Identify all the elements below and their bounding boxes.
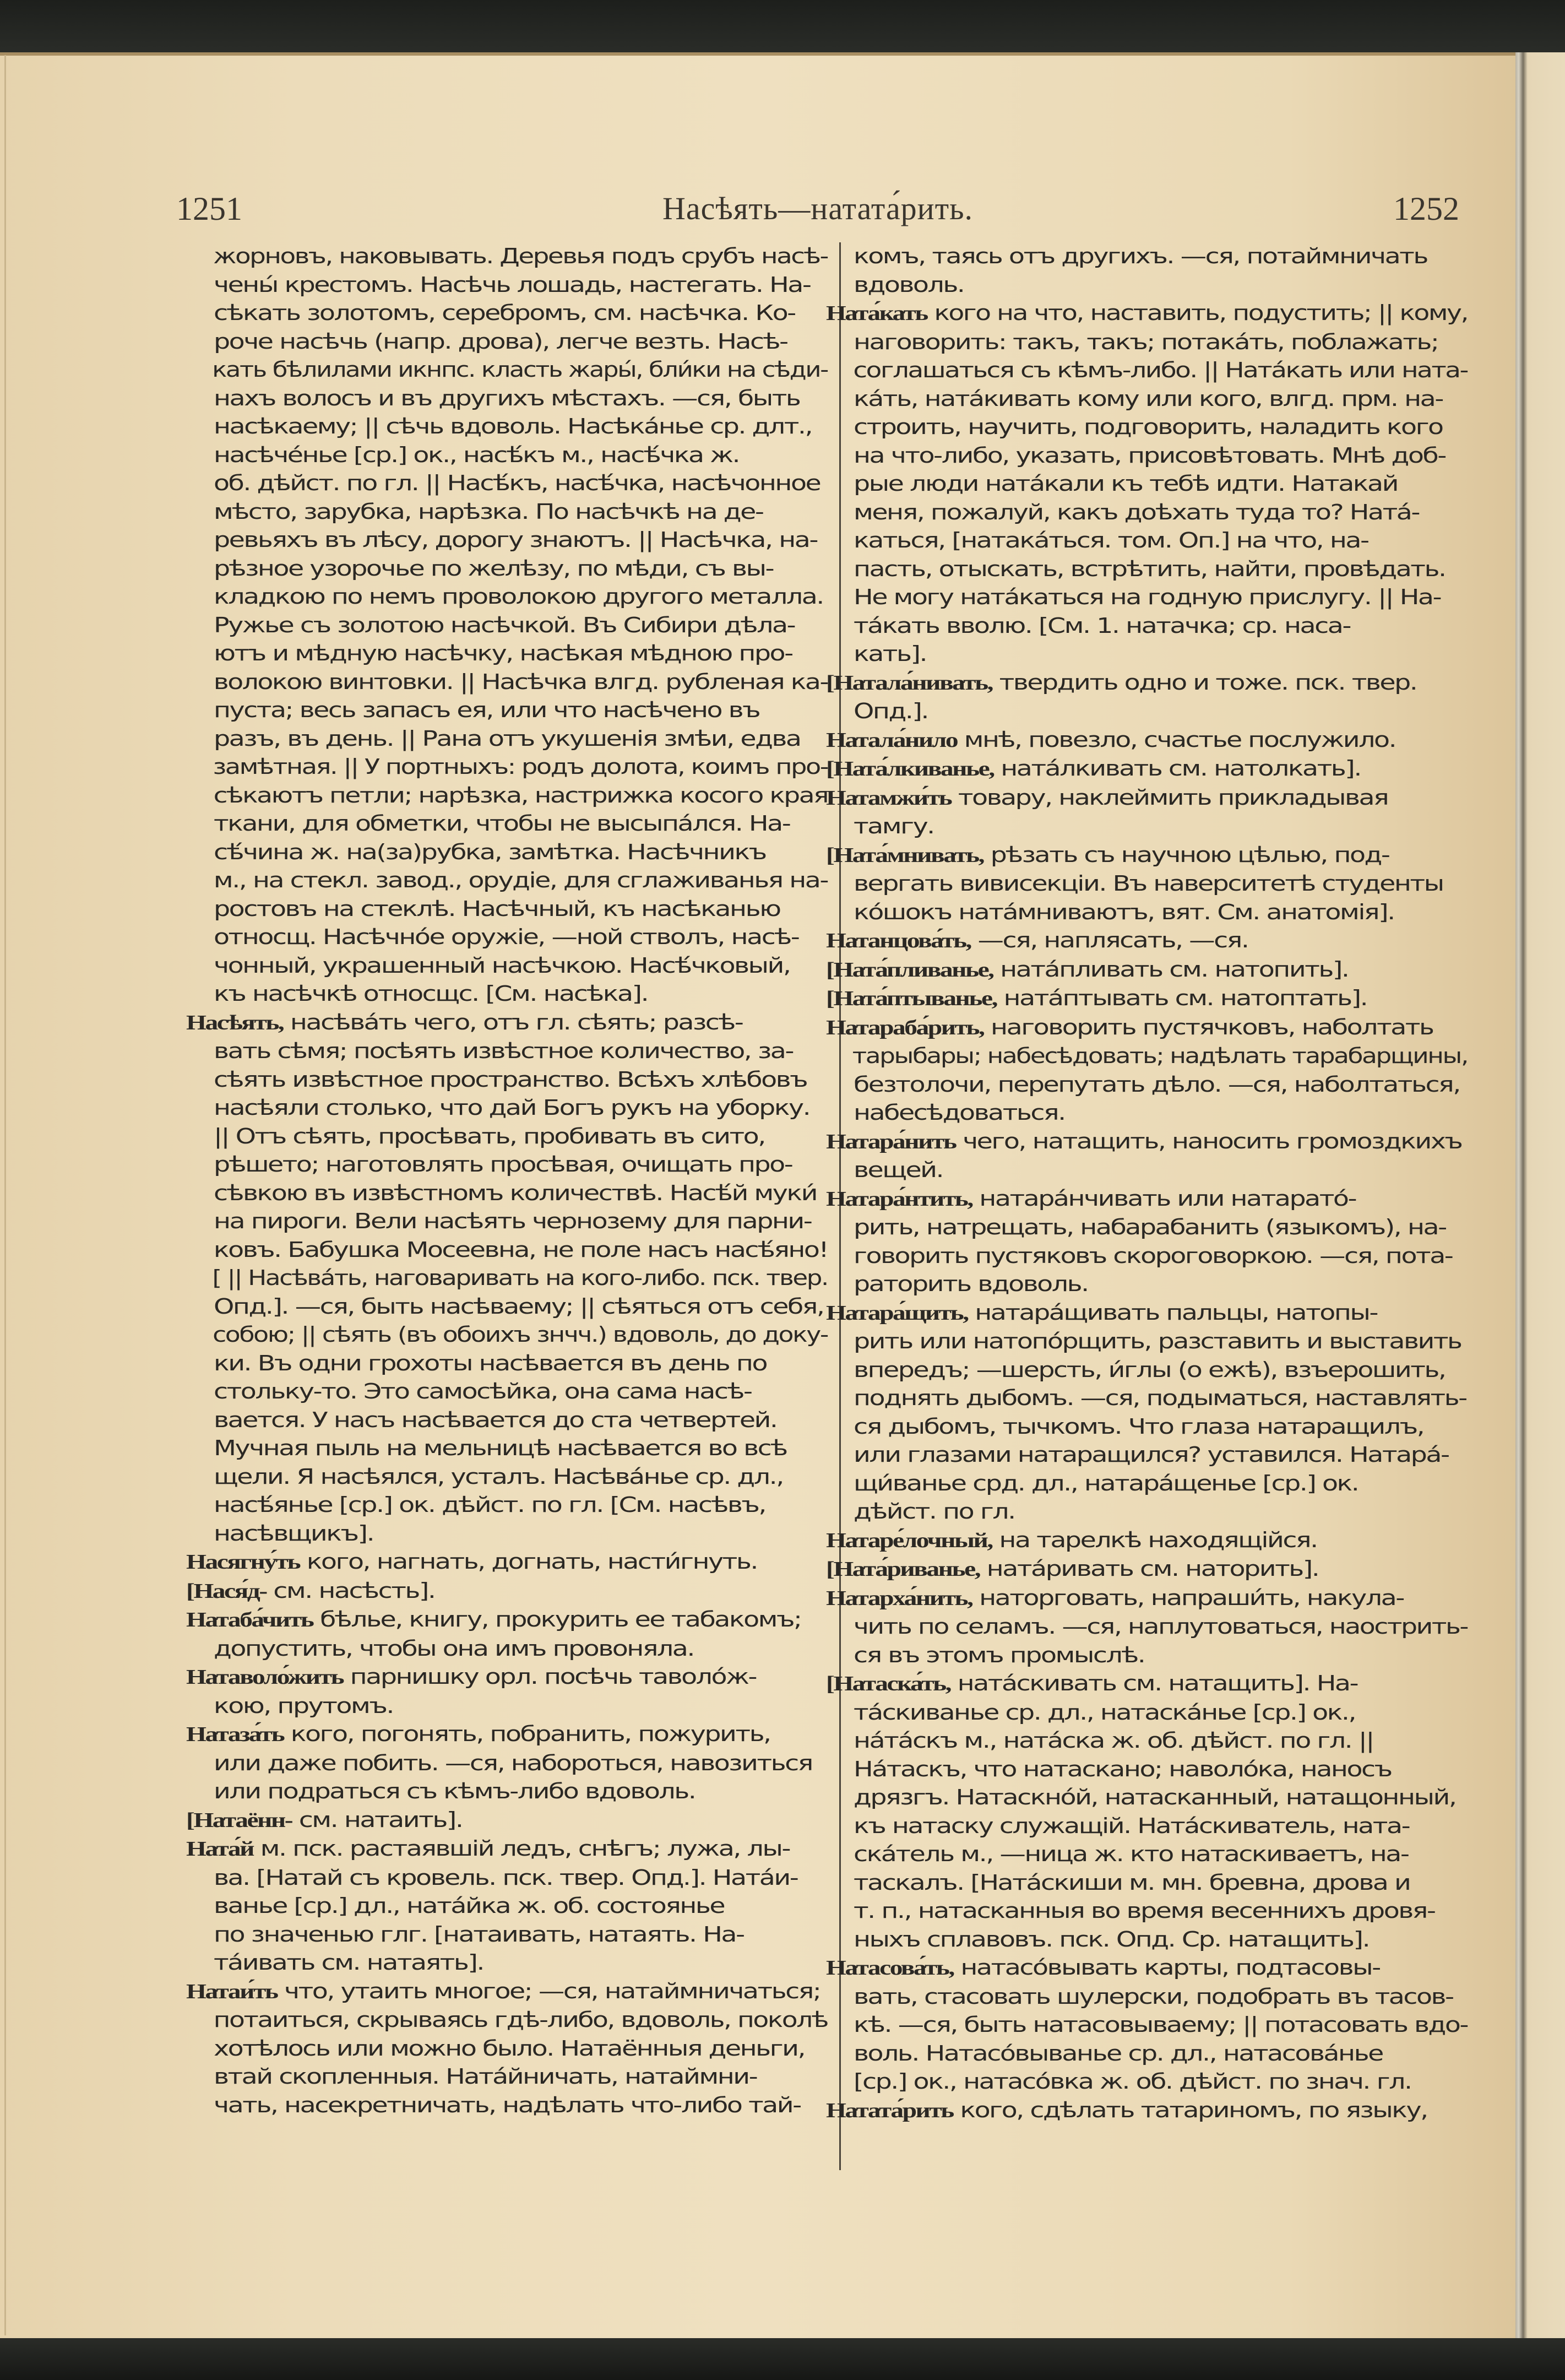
dictionary-headword-line: Натаба́чить бѣлье, книгу, прокурить ее табакомъ;: [186, 1607, 801, 1631]
headword: Ната́й: [186, 1837, 254, 1861]
dictionary-text-line: каться, [натака́ться. том. Оп.] на что, на-: [854, 528, 1368, 552]
headword: Натаза́ть: [186, 1723, 284, 1746]
dictionary-text-line: сѣвкою въ извѣстномъ количествѣ. Насѣ́й муки́: [214, 1180, 817, 1205]
scan-background-top: [0, 0, 1565, 52]
dictionary-text-line: меня, пожалуй, какъ доѣхать туда то? Ната́-: [854, 500, 1420, 524]
dictionary-text-line: соглашаться съ кѣмъ-либо. || Ната́кать или ната-: [853, 358, 1468, 382]
dictionary-text-line: мѣсто, зарубка, нарѣзка. По насѣчкѣ на де-: [214, 499, 763, 524]
dictionary-text-line: ревьяхъ въ лѣсу, дорогу знаютъ. || Насѣчка, на-: [214, 528, 818, 552]
dictionary-text-line: кладкою по немъ проволокою другого металла.: [214, 584, 823, 609]
dictionary-text-line: та́скиванье ср. дл., натаска́нье [ср.] ок.,: [854, 1700, 1356, 1725]
dictionary-text-line: Мучная пыль на мельницѣ насѣвается во всѣ: [214, 1436, 787, 1460]
dictionary-text-line: чонный, украшенный насѣчкою. Насѣ́чковый,: [214, 953, 790, 978]
dictionary-text-line: къ натаску служащій. Ната́скиватель, ната-: [854, 1813, 1410, 1838]
dictionary-text-line: нахъ волосъ и въ другихъ мѣстахъ. —ся, быть: [214, 386, 800, 410]
dictionary-text-line: ко́шокъ ната́мниваютъ, вят. См. анатомія].: [854, 899, 1394, 924]
dictionary-text-line: насѣяли столько, что дай Богъ рукъ на уборку.: [214, 1096, 810, 1120]
dictionary-text-line: кать].: [854, 642, 927, 666]
dictionary-text-line: комъ, таясь отъ другихъ. —ся, потаймничать: [854, 244, 1427, 268]
dictionary-text-line: сѣять извѣстное пространство. Всѣхъ хлѣбовъ: [214, 1067, 807, 1092]
page-header: [176, 190, 1459, 234]
left-column: [186, 242, 828, 2119]
dictionary-text-line: рые люди ната́кали къ тебѣ идти. Натакай: [854, 471, 1398, 496]
headword: Натаба́чить: [186, 1608, 313, 1631]
dictionary-text-line: Не могу ната́каться на годную прислугу. || На-: [854, 585, 1441, 609]
headword: [Натаска́ть,: [826, 1672, 951, 1695]
dictionary-text-line: волокою винтовки. || Насѣчка влгд. рубленая ка-: [213, 669, 828, 694]
headword: Натамжи́ть: [826, 786, 952, 810]
headword: Насѣять,: [186, 1011, 284, 1034]
dictionary-text-line: рѣшето; наготовлять просѣвая, очищать про-: [214, 1152, 792, 1177]
dictionary-text-line: замѣтная. || У портныхъ: родъ долота, коимъ про-: [213, 755, 828, 779]
dictionary-text-line: говорить пустяковъ скороговоркою. —ся, пота-: [854, 1243, 1453, 1268]
dictionary-text-line: къ насѣчкѣ относщс. [См. насѣка].: [214, 982, 648, 1006]
dictionary-text-line: кѣ. —ся, быть натасовываему; || потасовать вдо-: [853, 2013, 1468, 2037]
dictionary-text-line: об. дѣйст. по гл. || Насѣ́къ, насѣ́чка, насѣчонное: [214, 471, 820, 495]
headword: [Натала́нивать,: [826, 671, 993, 695]
headword: [Натаённ-: [186, 1808, 292, 1832]
dictionary-text-line: кою, прутомъ.: [214, 1693, 393, 1718]
dictionary-text-line: разъ, въ день. || Рана отъ укушенія змѣи, едва: [214, 726, 801, 751]
headword: Натанцова́ть,: [826, 929, 971, 952]
dictionary-text-line: || Отъ сѣять, просѣвать, пробивать въ сито,: [214, 1124, 765, 1148]
dictionary-text-line: или глазами натаращился? уставился. Натара́-: [854, 1443, 1449, 1467]
dictionary-headword-line: Натарха́нить, наторговать, напраши́ть, накула-: [826, 1585, 1404, 1610]
headword: Натаи́ть: [186, 1980, 278, 2003]
right-column: [826, 242, 1468, 2125]
dictionary-text-line: сѣкать золотомъ, серебромъ, см. насѣчка. Ко-: [214, 301, 795, 325]
dictionary-text-line: или даже побить. —ся, набороться, навозиться: [214, 1750, 812, 1775]
dictionary-headword-line: Натаволо́жить парнишку орл. посѣчь таволо́ж-: [186, 1665, 757, 1689]
dictionary-text-line: ютъ и мѣдную насѣчку, насѣкая мѣдною про-: [214, 641, 792, 665]
dictionary-text-line: Ружье съ золотою насѣчкой. Въ Сибири дѣла-: [214, 612, 795, 637]
dictionary-text-line: ска́тель м., —ница ж. кто натаскиваетъ, на-: [854, 1842, 1409, 1866]
dictionary-text-line: кать бѣлилами икнпс. класть жары́, бли́ки на сѣди-: [212, 357, 828, 382]
dictionary-text-line: сѣкаютъ петли; нарѣзка, настрижка косого края: [213, 783, 828, 807]
dictionary-text-line: [ср.] ок., натасо́вка ж. об. дѣйст. по знач. гл.: [854, 2069, 1411, 2094]
headword: [Ната́птыванье,: [826, 987, 997, 1010]
dictionary-text-line: пасть, отыскать, встрѣтить, найти, провѣдать.: [854, 556, 1446, 581]
headword: Натасова́ть,: [826, 1956, 954, 1980]
headword: Натата́рить: [826, 2099, 953, 2122]
dictionary-headword-line: Натата́рить кого, сдѣлать татариномъ, по языку,: [826, 2097, 1427, 2122]
dictionary-text-line: дрязгъ. Натаскно́й, натасканный, натащонный,: [854, 1785, 1456, 1809]
dictionary-text-line: щели. Я насѣялся, усталъ. Насѣва́нье ср. дл.,: [214, 1464, 783, 1489]
dictionary-headword-line: Натасова́ть, натасо́вывать карты, подтасовы-: [826, 1955, 1380, 1980]
scan-background-bottom: [0, 2338, 1565, 2380]
headword: Ната́кать: [826, 302, 927, 325]
dictionary-text-line: набесѣдоваться.: [854, 1100, 1065, 1125]
dictionary-text-line: сѣ́чина ж. на(за)рубка, замѣтка. Насѣчникъ: [214, 839, 766, 864]
dictionary-text-line: тарыбары; набесѣдовать; надѣлать тарабарщины,: [852, 1044, 1468, 1068]
page-margin-rule: [4, 55, 6, 2335]
headword: Натара́нить: [826, 1130, 956, 1153]
headword: Натала́нило: [826, 728, 958, 752]
dictionary-text-line: Опд.]. —ся, быть насѣваему; || сѣяться отъ себя,: [214, 1294, 824, 1319]
dictionary-text-line: Опд.].: [854, 699, 928, 723]
dictionary-text-line: ся въ этомъ промыслѣ.: [854, 1642, 1145, 1667]
dictionary-text-line: ва. [Натай съ кровель. пск. твер. Опд.]. Ната́и-: [214, 1865, 798, 1890]
dictionary-text-line: дѣйст. по гл.: [854, 1499, 1015, 1524]
page-number-left: 1251: [176, 191, 242, 227]
running-title: Насѣять—натата́рить.: [662, 191, 974, 226]
dictionary-text-line: по значенью глг. [натаивать, натаять. На-: [214, 1922, 744, 1947]
dictionary-headword-line: Натаи́ть что, утаить многое; —ся, натаймничаться;: [186, 1978, 820, 2003]
dictionary-text-line: м., на стекл. завод., орудіе, для сглаживанья на-: [213, 868, 828, 892]
headword: Натарха́нить,: [826, 1586, 972, 1610]
dictionary-text-line: насѣкаему; || сѣчь вдоволь. Насѣка́нье ср. длт.,: [214, 414, 812, 438]
dictionary-text-line: пуста; весь запасъ ея, или что насѣчено въ: [214, 698, 760, 722]
dictionary-text-line: ванье [ср.] дл., ната́йка ж. об. состоянье: [214, 1894, 725, 1918]
headword: [Ната́пливанье,: [826, 958, 993, 982]
headword: [Ната́мнивать,: [826, 843, 984, 867]
page-number-right: 1252: [1393, 191, 1459, 227]
dictionary-text-line: на что-либо, указать, присовѣтовать. Мнѣ доб-: [854, 443, 1446, 468]
dictionary-headword-line: [Ната́птыванье, ната́птывать см. натоптать].: [826, 986, 1367, 1010]
dictionary-text-line: наговорить: такъ, такъ; потака́ть, поблажать;: [854, 329, 1438, 354]
dictionary-text-line: т. п., натасканныя во время весеннихъ дровя-: [854, 1899, 1435, 1923]
dictionary-headword-line: Натаре́лочный, на тарелкѣ находящійся.: [826, 1527, 1317, 1552]
headword: Натара́щить,: [826, 1301, 968, 1325]
dictionary-headword-line: Натараба́рить, наговорить пустячковъ, наболтать: [826, 1015, 1433, 1039]
dictionary-text-line: таскалъ. [Ната́скиши м. мн. бревна, дрова и: [854, 1870, 1410, 1895]
dictionary-headword-line: Натанцова́ть, —ся, наплясать, —ся.: [826, 928, 1248, 952]
dictionary-headword-line: Насѣять, насѣва́ть чего, отъ гл. сѣять; разсѣ-: [186, 1010, 743, 1034]
headword: Насягну́ть: [186, 1550, 300, 1574]
dictionary-text-line: рить или натопо́рщить, разставить и выставить: [854, 1329, 1461, 1353]
dictionary-text-line: рить, натрещать, набарабанить (языкомъ), на-: [854, 1215, 1446, 1239]
dictionary-text-line: ки. Въ одни грохоты насѣвается въ день по: [214, 1351, 767, 1375]
dictionary-text-line: на пироги. Вели насѣять чернозему для парни-: [214, 1209, 812, 1233]
headword: [Ната́риванье,: [826, 1558, 980, 1581]
dictionary-headword-line: [Натала́нивать, твердить одно и тоже. пск. твер.: [826, 670, 1417, 695]
dictionary-text-line: воль. Натасо́вываньe ср. дл., натасова́нье: [854, 2041, 1383, 2065]
dictionary-text-line: вдоволь.: [854, 272, 964, 297]
dictionary-text-line: щи́ванье срд. дл., натара́щенье [ср.] ок.: [854, 1471, 1358, 1495]
headword: [Ната́лкиванье,: [826, 757, 994, 780]
headword: Натаволо́жить: [186, 1666, 344, 1689]
dictionary-headword-line: Натамжи́ть товару, наклеймить прикладывая: [826, 785, 1388, 810]
dictionary-headword-line: [Ната́риванье, ната́ривать см. наторить].: [826, 1557, 1319, 1581]
dictionary-text-line: та́ивать см. натаять].: [214, 1950, 483, 1975]
dictionary-text-line: стольку-то. Это самосѣйка, она сама насѣ-: [214, 1379, 752, 1403]
dictionary-text-line: ростовъ на стеклѣ. Насѣчный, къ насѣканью: [214, 896, 780, 921]
dictionary-headword-line: Ната́кать кого на что, наставить, подустить; || кому,: [826, 301, 1468, 325]
dictionary-text-line: втай скопленныя. Ната́йничать, натаймни-: [214, 2064, 757, 2089]
headword: [Нася́д-: [186, 1579, 267, 1603]
dictionary-text-line: вать, стасовать шулерски, подобрать въ тасов-: [854, 1984, 1453, 2009]
dictionary-text-line: насѣче́нье [ср.] ок., насѣ́къ м., насѣ́чка ж.: [214, 442, 740, 467]
dictionary-text-line: допустить, чтобы она имъ провоняла.: [214, 1636, 694, 1661]
dictionary-headword-line: Натала́нило мнѣ, повезло, счастье послужило.: [826, 727, 1396, 752]
dictionary-text-line: на́та́скъ м., ната́ска ж. об. дѣйст. по гл. ||: [854, 1728, 1373, 1753]
dictionary-headword-line: Натара́нить чего, натащить, наносить громоздкихъ: [826, 1129, 1462, 1153]
headword: Натараба́рить,: [826, 1016, 984, 1039]
dictionary-headword-line: Натаза́ть кого, погонять, побранить, пожурить,: [186, 1722, 770, 1746]
dictionary-text-line: чены́ крестомъ. Насѣчь лошадь, настегать. На-: [214, 272, 811, 297]
dictionary-text-line: поднять дыбомъ. —ся, подыматься, наставлять-: [854, 1386, 1466, 1410]
dictionary-text-line: ныхъ сплавовъ. пск. Опд. Ср. натащить].: [854, 1927, 1370, 1951]
dictionary-text-line: вергать вивисекціи. Въ наверситетѣ студенты: [854, 871, 1443, 896]
dictionary-text-line: чать, насекретничать, надѣлать что-либо тай-: [214, 2092, 801, 2117]
dictionary-headword-line: Насягну́ть кого, нагнать, догнать, насти́гнуть.: [186, 1549, 757, 1574]
dictionary-headword-line: Натара́нтить, натара́нчивать или натарато́-: [826, 1186, 1356, 1211]
dictionary-headword-line: [Нася́д- см. насѣсть].: [186, 1578, 435, 1603]
headword: Натаре́лочный,: [826, 1528, 992, 1552]
dictionary-text-line: вать сѣмя; посѣять извѣстное количество, за-: [214, 1039, 793, 1063]
dictionary-text-line: ковъ. Бабушка Мосеевна, не поле насъ насѣ́яно!: [213, 1237, 828, 1262]
dictionary-text-line: относщ. Насѣчно́е оружіе, —ной стволъ, насѣ-: [214, 925, 799, 949]
dictionary-text-line: [ || Насѣва́ть, наговаривать на кого-либо. пск. твер.: [212, 1266, 828, 1290]
dictionary-text-line: раторить вдоволь.: [854, 1272, 1088, 1296]
dictionary-text-line: ся дыбомъ, тычкомъ. Что глаза натаращилъ,: [854, 1414, 1424, 1439]
dictionary-headword-line: Натара́щить, натара́щивать пальцы, натопы-: [826, 1300, 1378, 1325]
dictionary-headword-line: [Натаска́ть, ната́скивать см. натащить]. На-: [826, 1671, 1358, 1695]
dictionary-text-line: чить по селамъ. —ся, наплутоваться, наострить-: [853, 1614, 1468, 1639]
dictionary-text-line: потаиться, скрываясь гдѣ-либо, вдоволь, поколѣ: [213, 2008, 828, 2032]
headword: Натара́нтить,: [826, 1187, 972, 1211]
dictionary-text-line: На́таскъ, что натаскано; наволо́ка, наносъ: [854, 1756, 1392, 1781]
dictionary-text-line: насѣ́янье [ср.] ок. дѣйст. по гл. [См. насѣвъ,: [214, 1493, 766, 1517]
dictionary-headword-line: [Ната́мнивать, рѣзать съ научною цѣлью, под-: [826, 842, 1389, 867]
dictionary-text-line: тамгу.: [854, 814, 934, 838]
dictionary-text-line: строить, научить, подговорить, наладить кого: [854, 415, 1443, 439]
dictionary-text-line: насѣвщикъ].: [214, 1521, 374, 1546]
dictionary-headword-line: Ната́й м. пск. растаявшій ледъ, снѣгъ; лужа, лы-: [186, 1836, 790, 1861]
dictionary-text-line: та́кать вволю. [См. 1. натачка; ср. наса-: [854, 613, 1350, 638]
dictionary-text-line: или подраться съ кѣмъ-либо вдоволь.: [214, 1779, 695, 1803]
dictionary-text-line: хотѣлось или можно было. Натаённыя деньги,: [214, 2036, 805, 2061]
dictionary-text-line: рѣзное узорочье по желѣзу, по мѣди, съ вы-: [214, 556, 774, 581]
dictionary-text-line: жорновъ, наковывать. Деревья подъ срубъ насѣ-: [213, 244, 828, 268]
dictionary-headword-line: [Ната́пливанье, ната́пливать см. натопить].: [826, 957, 1349, 982]
dictionary-text-line: вещей.: [854, 1158, 943, 1182]
dictionary-text-line: безтолочи, перепутать дѣло. —ся, наболтаться,: [854, 1072, 1460, 1097]
dictionary-text-line: впередъ; —шерсть, и́глы (о ежѣ), взъерошить,: [854, 1357, 1446, 1382]
dictionary-text-line: ткани, для обметки, чтобы не высыпа́лся. На-: [214, 811, 790, 836]
dictionary-text-line: вается. У насъ насѣвается до ста четвертей.: [214, 1407, 777, 1432]
dictionary-text-line: собою; || сѣять (въ обоихъ знчч.) вдоволь, до доку-: [213, 1322, 828, 1347]
dictionary-text-line: ка́ть, ната́кивать кому или кого, влгд. прм. на-: [854, 386, 1443, 411]
dictionary-text-line: роче насѣчь (напр. дрова), легче везть. Насѣ-: [214, 329, 787, 354]
dictionary-headword-line: [Ната́лкиванье, ната́лкивать см. натолкать].: [826, 756, 1361, 780]
dictionary-headword-line: [Натаённ- см. натаить].: [186, 1807, 463, 1832]
